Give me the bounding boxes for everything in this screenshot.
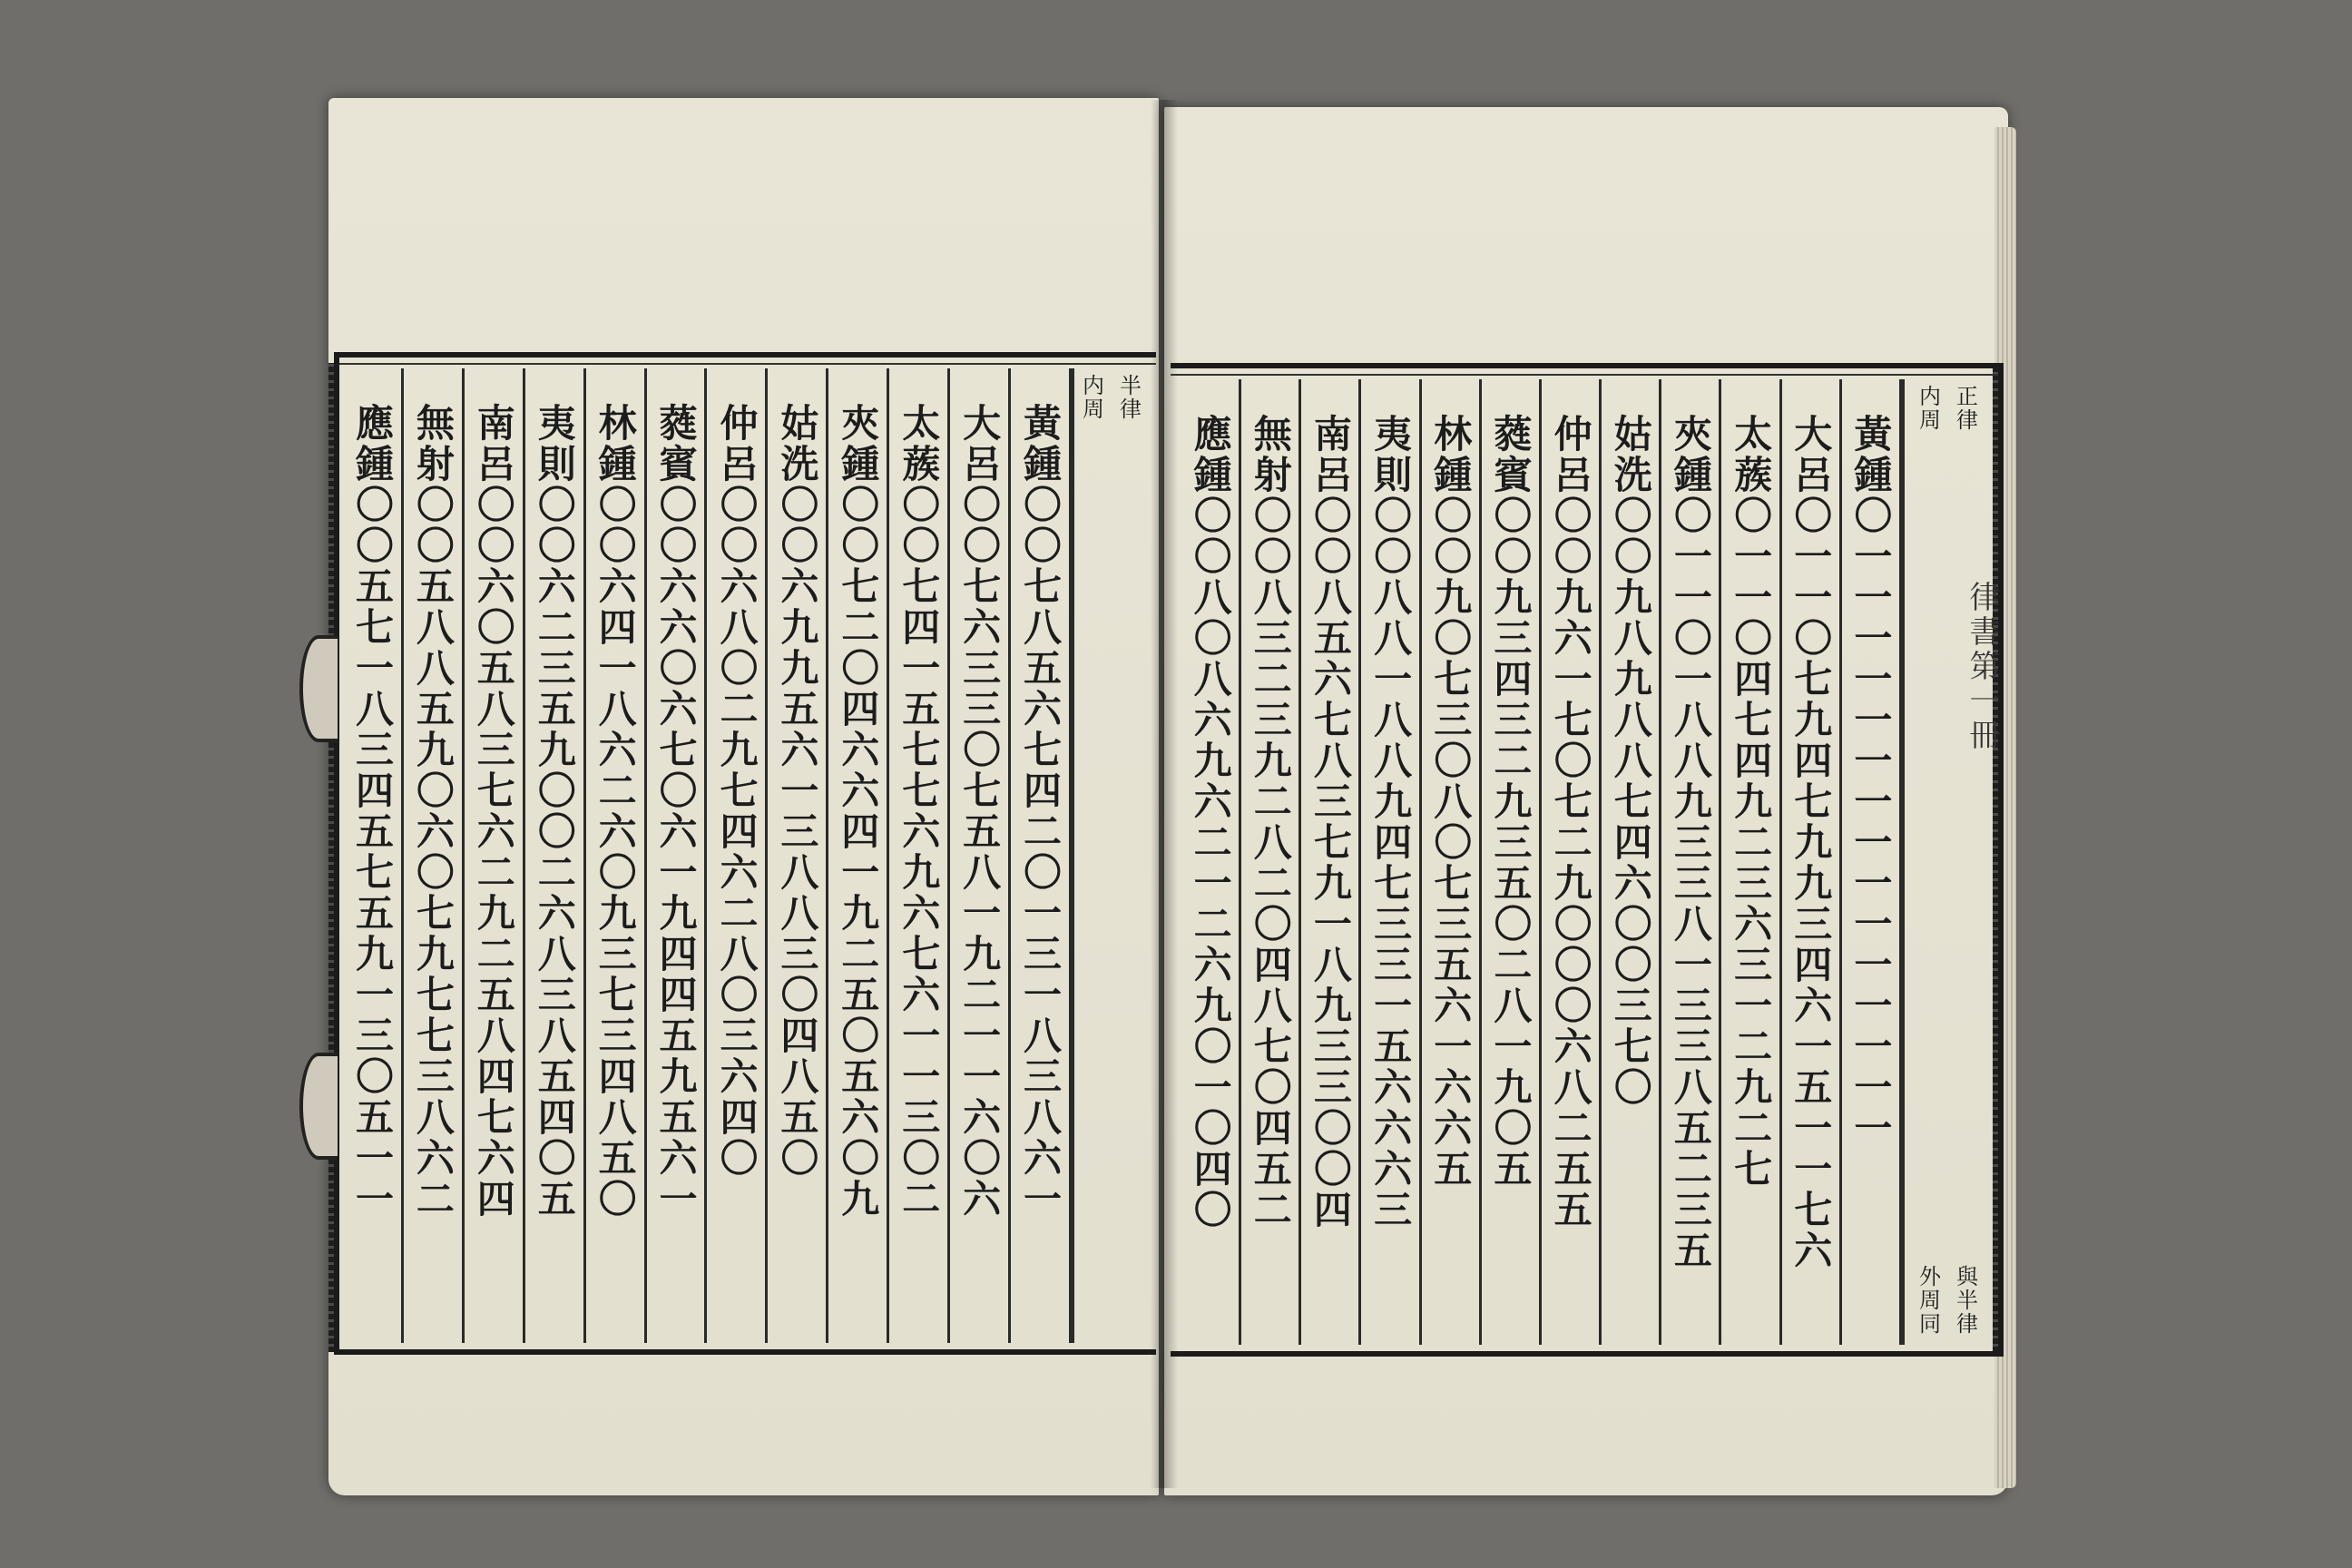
left-fold-ornament-lower (299, 1053, 338, 1160)
table-column (1542, 379, 1602, 1345)
column-text: 無射〇〇八三二三九二八二〇四八七〇四五二 (1248, 414, 1293, 1230)
header-title-bottom: 内周 (1915, 385, 1941, 432)
table-column (1241, 379, 1301, 1345)
table-column (1482, 379, 1542, 1345)
column-text: 蕤賓〇〇九三四三二九三五〇二八一九〇五 (1488, 414, 1534, 1190)
table-column (768, 368, 828, 1343)
header-title-top: 正律 (1952, 385, 1978, 432)
column-text: 林鍾〇〇六四一八六二六〇九三七三四八五〇 (593, 403, 638, 1220)
table-column (1602, 379, 1661, 1345)
table-column (889, 368, 950, 1343)
column-text: 南呂〇〇六〇五八三七六二九二五八四七六四 (471, 403, 516, 1220)
table-column (647, 368, 708, 1343)
table-column (1422, 379, 1482, 1345)
column-text: 黃鍾〇一一一一一一一一一一一一一一一 (1848, 414, 1894, 1149)
left-fold-ornament (299, 635, 338, 742)
table-column (1301, 379, 1361, 1345)
table-column (1362, 379, 1422, 1345)
header-title-top: 半律 (1115, 374, 1142, 421)
table-column (1181, 379, 1241, 1345)
column-text: 蕤賓〇〇六六〇六七〇六一九四四五九五六一 (653, 403, 699, 1220)
column-text: 夾鍾〇〇七二〇四六六四一九二五〇五六〇九 (836, 403, 881, 1220)
table-column (343, 368, 404, 1343)
table-column (525, 368, 586, 1343)
left_page-header-column (1072, 368, 1146, 1343)
column-text: 夷則〇〇八八一八八九四七三三一五六六六三 (1368, 414, 1414, 1230)
column-text: 林鍾〇〇九〇七三〇八〇七三五六一六六五 (1428, 414, 1474, 1190)
column-text: 姑洗〇〇九八九八八七四六〇〇三七〇 (1608, 414, 1653, 1108)
column-text: 大呂〇〇七六三三〇七五八一九二一一六〇六 (957, 403, 1003, 1220)
header-footer-top: 與半律 (1952, 1265, 1978, 1336)
column-text: 夾鍾〇一一〇一八八九三三八一三三八五二三五 (1668, 414, 1713, 1271)
column-text: 無射〇〇五八八五九〇六〇七九七七三八六二 (410, 403, 456, 1220)
spine-title: 律書第一冊 (1964, 581, 2000, 753)
column-text: 仲呂〇〇九六一七〇七二九〇〇〇六八二五五 (1548, 414, 1593, 1230)
column-text: 應鍾〇〇五七一八三四五七五九一三〇五一一 (349, 403, 395, 1220)
table-column (1842, 379, 1902, 1345)
column-text: 夷則〇〇六二三五九〇〇二六八三八五四〇五 (532, 403, 577, 1220)
column-text: 南呂〇〇八五六七八三七九一八九三三〇〇四 (1308, 414, 1353, 1230)
table-column (1782, 379, 1842, 1345)
table-column (1661, 379, 1721, 1345)
column-text: 太蔟〇一一〇四七四九二三六三一二九二七 (1729, 414, 1774, 1190)
column-text: 仲呂〇〇六八〇二九七四六二八〇三六四〇 (714, 403, 760, 1179)
column-text: 太蔟〇〇七四一五七七六九六七六一一三〇二 (897, 403, 942, 1220)
table-column (708, 368, 769, 1343)
table-column (828, 368, 889, 1343)
table-column (404, 368, 465, 1343)
column-text: 黃鍾〇〇七八五六七四二〇一三一八三八六一 (1018, 403, 1063, 1220)
table-column (465, 368, 525, 1343)
header-footer-bottom: 外周同 (1915, 1265, 1941, 1336)
table-column (1722, 379, 1782, 1345)
right_page-header-column (1902, 379, 1989, 1345)
column-text: 應鍾〇〇八〇八六九六二一二六九〇一〇四〇 (1188, 414, 1233, 1230)
table-column (586, 368, 647, 1343)
header-title-bottom: 内周 (1078, 374, 1104, 421)
column-text: 姑洗〇〇六九九五六一三八八三〇四八五〇 (775, 403, 820, 1179)
column-text: 大呂〇一一〇七九四七九九三四六一五一一七六 (1788, 414, 1834, 1271)
table-column (950, 368, 1011, 1343)
table-column (1011, 368, 1072, 1343)
